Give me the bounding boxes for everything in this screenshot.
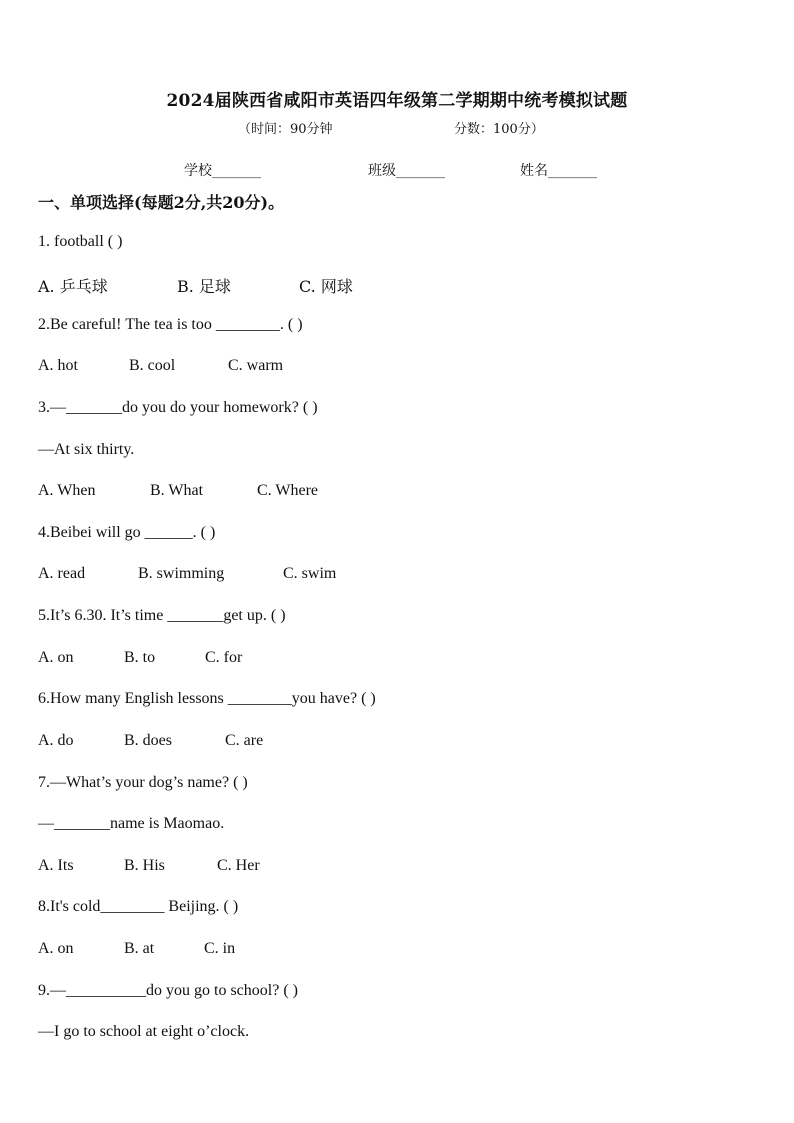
option-b[interactable]: B. cool xyxy=(129,357,176,374)
question-6-stem: 6.How many English lessons ________you have? ( ) xyxy=(38,690,376,707)
option-c[interactable]: C. for xyxy=(205,649,243,666)
option-a[interactable]: A. on xyxy=(38,940,74,957)
option-c[interactable]: C. Her xyxy=(217,857,260,874)
time-limit: （时间：90分钟 xyxy=(238,122,333,137)
option-b[interactable]: B. 足球 xyxy=(177,277,231,296)
option-a[interactable]: A. When xyxy=(38,482,96,499)
total-score: 分数：100分） xyxy=(454,122,544,137)
question-7-stem: 7.—What’s your dog’s name? ( ) xyxy=(38,774,248,791)
section-heading: 一、单项选择(每题2分,共20分)。 xyxy=(38,193,285,212)
question-8-stem: 8.It's cold________ Beijing. ( ) xyxy=(38,898,239,915)
option-a[interactable]: A. do xyxy=(38,732,74,749)
question-9-stem: 9.—__________do you go to school? ( ) xyxy=(38,982,298,999)
option-b[interactable]: B. swimming xyxy=(138,565,225,582)
question-1-stem: 1. football ( ) xyxy=(38,233,123,250)
exam-title: 2024届陕西省咸阳市英语四年级第二学期期中统考模拟试题 xyxy=(166,91,628,111)
name-field[interactable]: 姓名_______ xyxy=(520,163,597,179)
option-b[interactable]: B. to xyxy=(124,649,156,666)
option-a[interactable]: A. 乒乓球 xyxy=(38,277,108,296)
option-a[interactable]: A. hot xyxy=(38,357,78,374)
option-c[interactable]: C. swim xyxy=(283,565,337,582)
option-b[interactable]: B. does xyxy=(124,732,172,749)
option-a[interactable]: A. Its xyxy=(38,857,74,874)
school-field[interactable]: 学校_______ xyxy=(184,163,261,179)
question-5-stem: 5.It’s 6.30. It’s time _______get up. ( ) xyxy=(38,607,286,624)
option-c[interactable]: C. warm xyxy=(228,357,284,374)
option-c[interactable]: C. 网球 xyxy=(299,277,353,296)
option-b[interactable]: B. What xyxy=(150,482,204,499)
option-c[interactable]: C. are xyxy=(225,732,264,749)
question-3-stem: 3.—_______do you do your homework? ( ) xyxy=(38,399,318,416)
option-b[interactable]: B. at xyxy=(124,940,155,957)
question-3-answer-line: —At six thirty. xyxy=(38,441,135,458)
question-9-answer-line: —I go to school at eight o’clock. xyxy=(38,1023,250,1040)
option-c[interactable]: C. Where xyxy=(257,482,319,499)
option-b[interactable]: B. His xyxy=(124,857,165,874)
class-field[interactable]: 班级_______ xyxy=(368,163,445,179)
option-a[interactable]: A. read xyxy=(38,565,86,582)
question-4-stem: 4.Beibei will go ______. ( ) xyxy=(38,524,216,541)
option-a[interactable]: A. on xyxy=(38,649,74,666)
question-2-stem: 2.Be careful! The tea is too ________. ( ) xyxy=(38,316,303,333)
question-7-answer-line: —_______name is Maomao. xyxy=(38,815,225,832)
option-c[interactable]: C. in xyxy=(204,940,236,957)
